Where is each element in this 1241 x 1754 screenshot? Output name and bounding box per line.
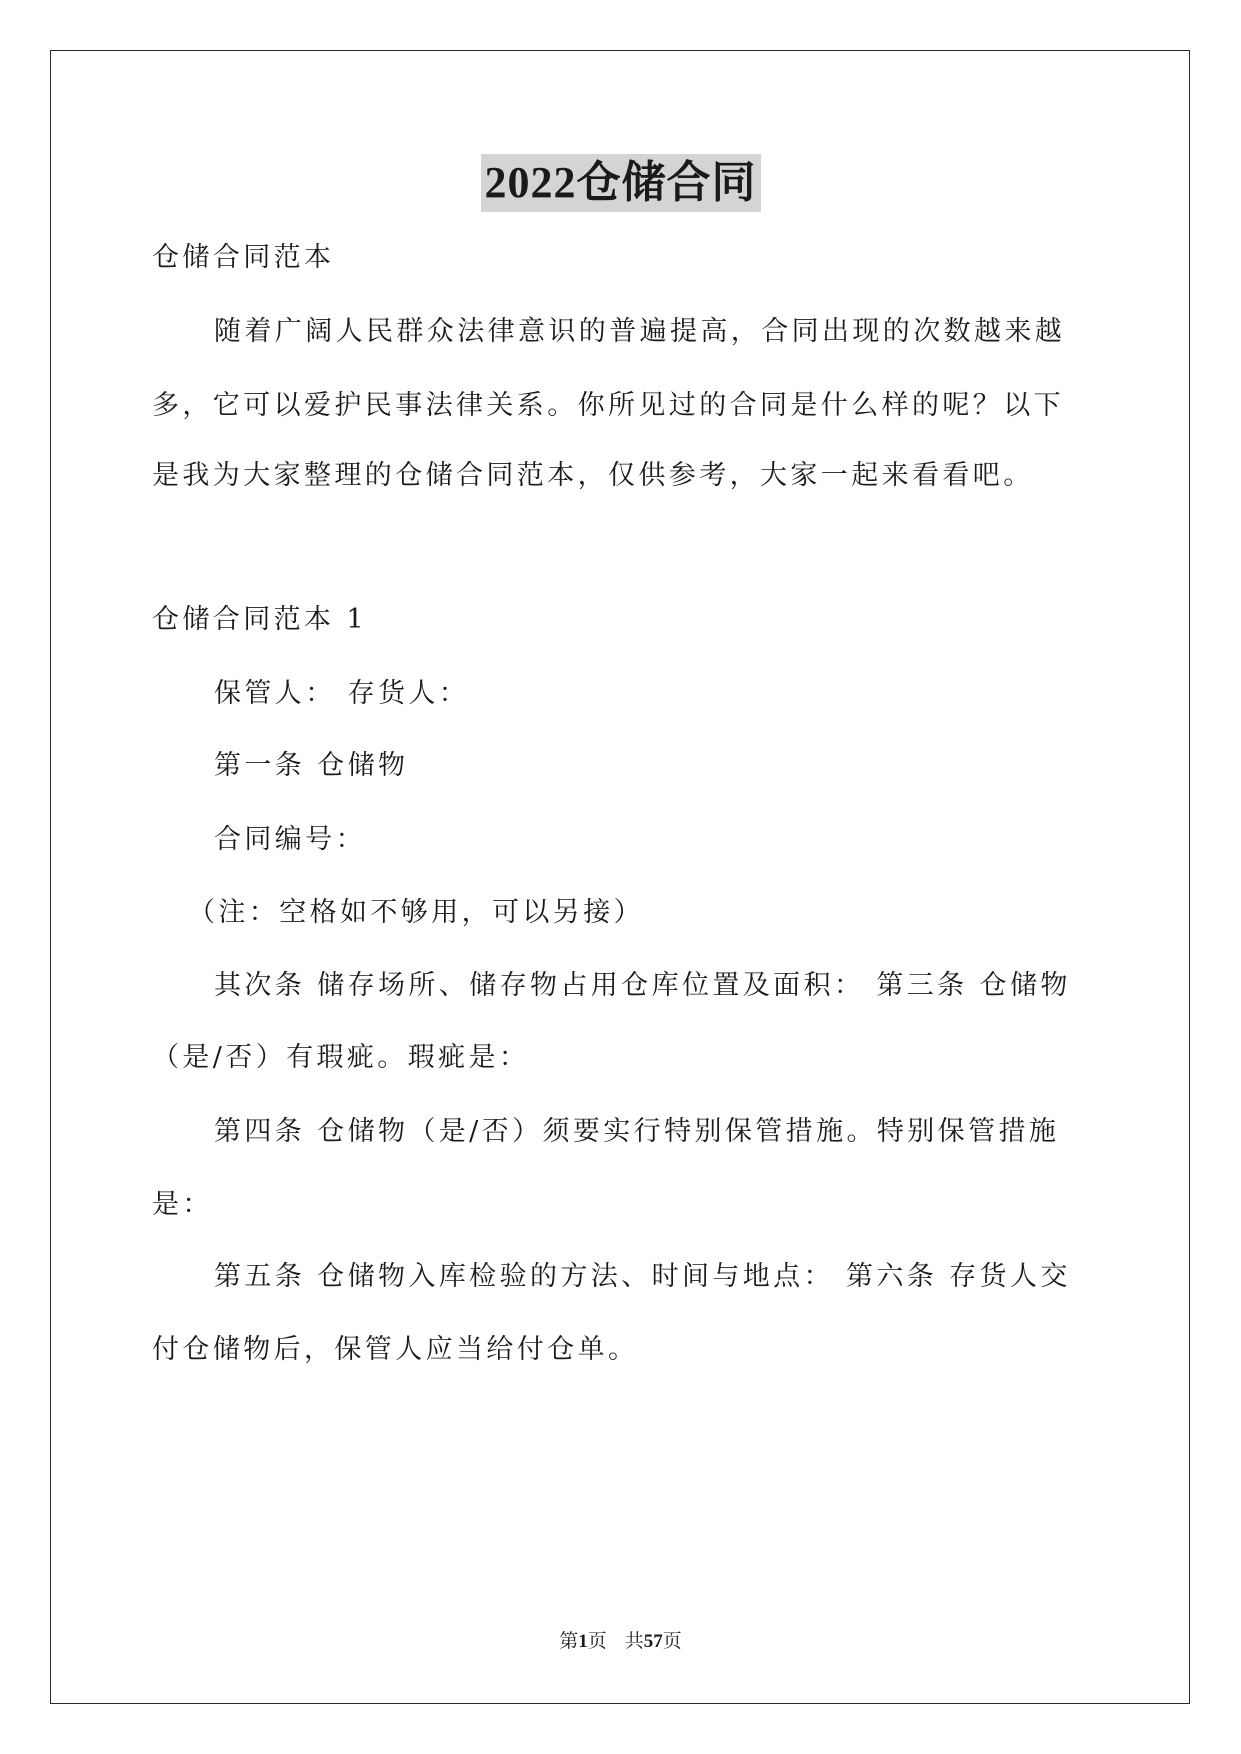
paragraph-line: （是/否）有瑕疵。瑕疵是：: [152, 1042, 530, 1073]
paragraph-line: 随着广阔人民群众法律意识的普遍提高，合同出现的次数越来越: [214, 316, 1066, 347]
footer-page-prefix: 第: [559, 1631, 579, 1652]
paragraph-line: 合同编号：: [214, 824, 366, 855]
paragraph-line: 是我为大家整理的仓储合同范本，仅供参考，大家一起来看看吧。: [152, 460, 1034, 491]
footer-total-unit: 页: [662, 1631, 682, 1652]
paragraph-line: 第一条 仓储物: [214, 750, 409, 781]
footer-page-total: 57: [643, 1631, 663, 1652]
document-title: 2022仓储合同: [481, 154, 761, 212]
paragraph-line: 第四条 仓储物（是/否）须要实行特别保管措施。特别保管措施: [214, 1116, 1060, 1147]
paragraph-line: 是：: [152, 1189, 213, 1220]
page-border: [50, 50, 1190, 1704]
paragraph-line: 多，它可以爱护民事法律关系。你所见过的合同是什么样的呢？以下: [152, 390, 1064, 421]
paragraph-line: 第五条 仓储物入库检验的方法、时间与地点： 第六条 存货人交: [214, 1261, 1071, 1292]
title-container: [0, 154, 1241, 212]
footer-total-prefix: 共: [624, 1631, 644, 1652]
footer-page-unit: 页: [587, 1631, 607, 1652]
paragraph-line: （注：空格如不够用，可以另接）: [188, 897, 644, 928]
section-heading: 仓储合同范本 1: [152, 604, 367, 635]
section-heading: 仓储合同范本: [152, 242, 335, 273]
paragraph-line: 其次条 储存场所、储存物占用仓库位置及面积： 第三条 仓储物: [214, 970, 1071, 1001]
page-footer: [0, 1630, 1241, 1654]
footer-page-current: 1: [578, 1631, 588, 1652]
paragraph-line: 付仓储物后，保管人应当给付仓单。: [152, 1334, 639, 1365]
paragraph-line: 保管人： 存货人：: [214, 678, 470, 709]
